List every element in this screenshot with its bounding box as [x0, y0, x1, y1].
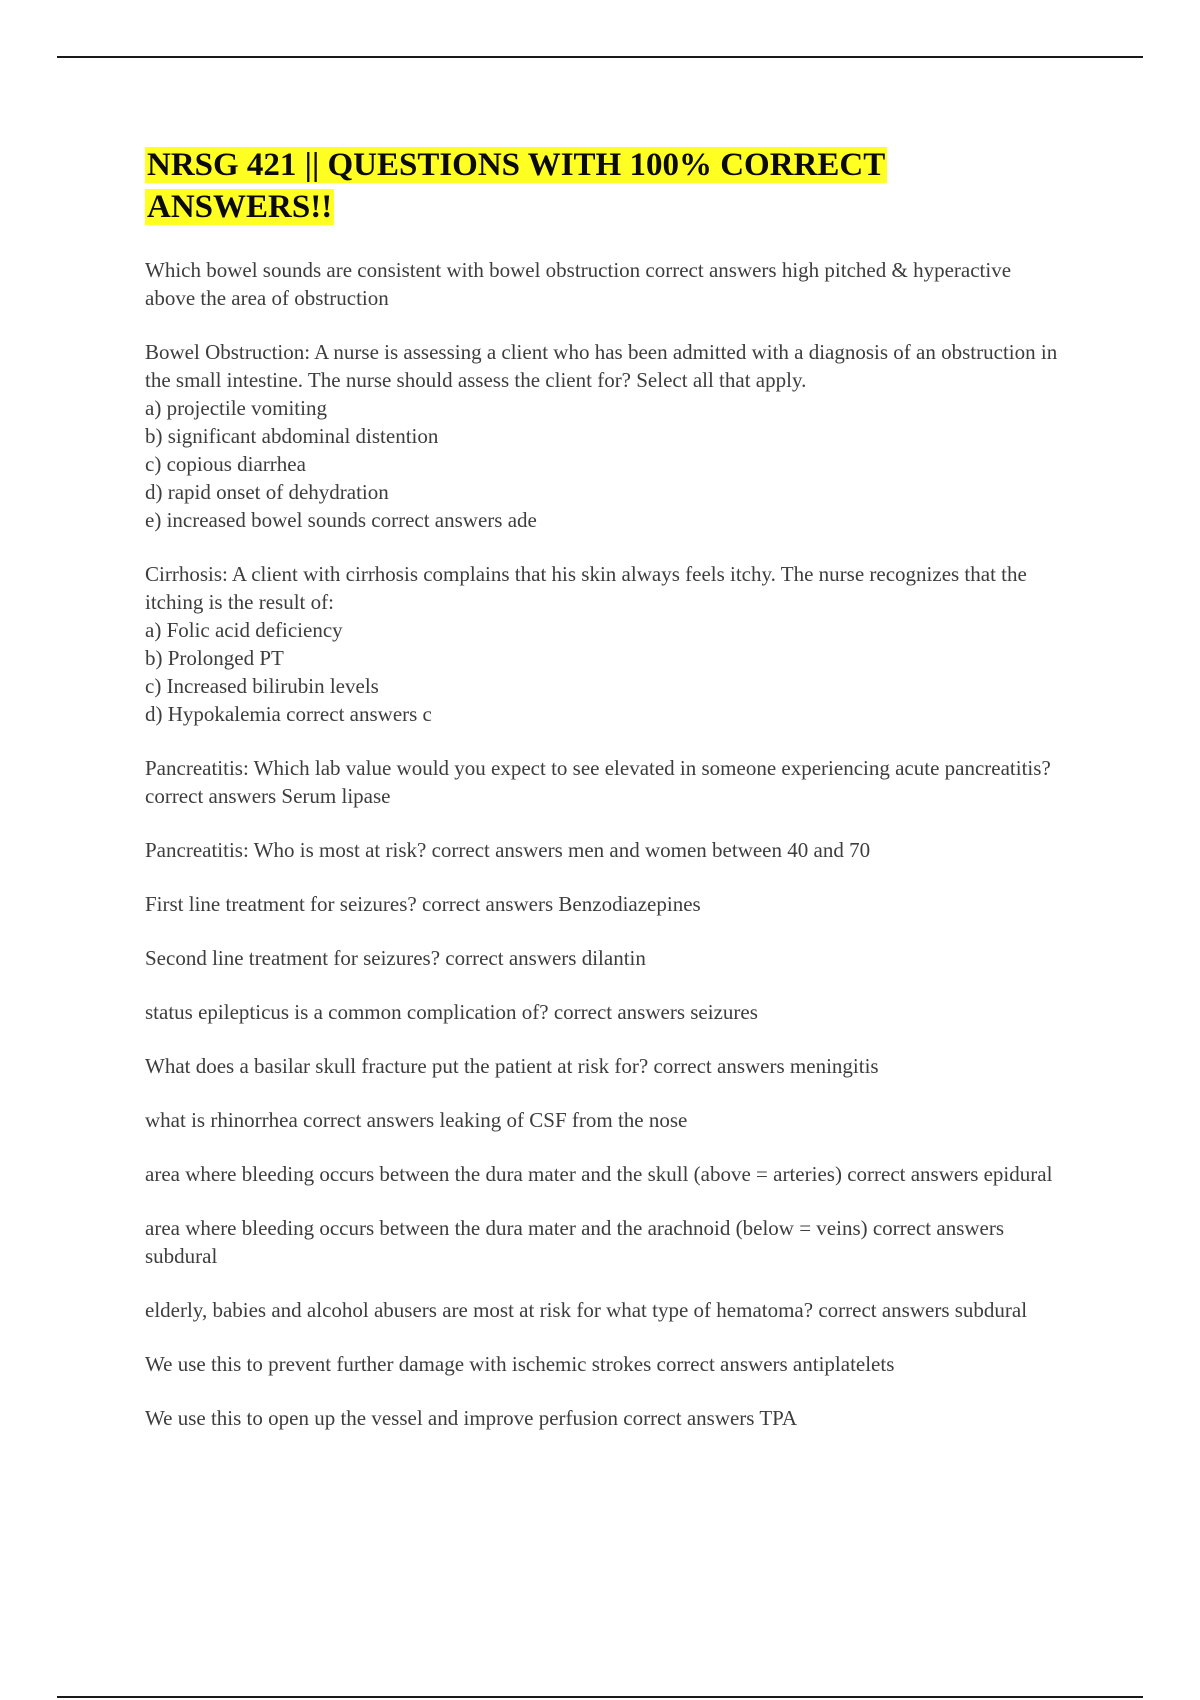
- document-body: [145, 144, 1065, 1458]
- qa-entry: [145, 1296, 1065, 1324]
- qa-entry: [145, 1106, 1065, 1134]
- qa-line: status epilepticus is a common complication of? correct answers seizures: [145, 1000, 758, 1024]
- qa-option: c) Increased bilirubin levels: [145, 674, 379, 698]
- qa-option: b) Prolonged PT: [145, 646, 284, 670]
- qa-entry: [145, 256, 1065, 312]
- qa-entry: [145, 836, 1065, 864]
- qa-line: Second line treatment for seizures? correct answers dilantin: [145, 946, 646, 970]
- qa-option: e) increased bowel sounds correct answers ade: [145, 508, 537, 532]
- qa-entry: [145, 754, 1065, 810]
- qa-entry: [145, 1214, 1065, 1270]
- document-title: [145, 144, 1065, 228]
- qa-option: a) projectile vomiting: [145, 396, 327, 420]
- qa-line: area where bleeding occurs between the dura mater and the arachnoid (below = veins) correct answers subdural: [145, 1216, 1005, 1268]
- qa-option: d) rapid onset of dehydration: [145, 480, 389, 504]
- top-rule: [57, 56, 1143, 58]
- qa-entry: [145, 998, 1065, 1026]
- qa-line: what is rhinorrhea correct answers leaking of CSF from the nose: [145, 1108, 688, 1132]
- qa-entry: [145, 1350, 1065, 1378]
- qa-entry: [145, 1160, 1065, 1188]
- qa-line: elderly, babies and alcohol abusers are most at risk for what type of hematoma? correct answers subdural: [145, 1298, 1028, 1322]
- qa-line: Pancreatitis: Who is most at risk? correct answers men and women between 40 and 70: [145, 838, 871, 862]
- qa-option: b) significant abdominal distention: [145, 424, 439, 448]
- qa-line: We use this to open up the vessel and improve perfusion correct answers TPA: [145, 1406, 798, 1430]
- qa-line: Cirrhosis: A client with cirrhosis complains that his skin always feels itchy. The nurse recognizes that the itching is the result of:: [145, 562, 1027, 614]
- qa-option: d) Hypokalemia correct answers c: [145, 702, 432, 726]
- title-highlight: NRSG 421 || QUESTIONS WITH 100% CORRECT ANSWERS!!: [147, 147, 886, 225]
- qa-entry: [145, 338, 1065, 534]
- qa-line: Which bowel sounds are consistent with bowel obstruction correct answers high pitched & hyperactive above the area of obstruction: [145, 258, 1012, 310]
- qa-line: What does a basilar skull fracture put the patient at risk for? correct answers meningitis: [145, 1054, 879, 1078]
- qa-line: Pancreatitis: Which lab value would you expect to see elevated in someone experiencing acute pancreatitis? correct answers Serum lipase: [145, 756, 1051, 808]
- qa-line: Bowel Obstruction: A nurse is assessing a client who has been admitted with a diagnosis of an obstruction in the small intestine. The nurse should assess the client for? Select all that apply.: [145, 340, 1058, 392]
- qa-line: We use this to prevent further damage with ischemic strokes correct answers antiplatelets: [145, 1352, 895, 1376]
- qa-entry: [145, 560, 1065, 728]
- qa-entry: [145, 1404, 1065, 1432]
- qa-line: area where bleeding occurs between the dura mater and the skull (above = arteries) correct answers epidural: [145, 1162, 1053, 1186]
- qa-entry: [145, 944, 1065, 972]
- qa-option: a) Folic acid deficiency: [145, 618, 343, 642]
- qa-entry: [145, 1052, 1065, 1080]
- qa-line: First line treatment for seizures? correct answers Benzodiazepines: [145, 892, 701, 916]
- bottom-rule: [57, 1696, 1143, 1698]
- qa-option: c) copious diarrhea: [145, 452, 306, 476]
- qa-entry: [145, 890, 1065, 918]
